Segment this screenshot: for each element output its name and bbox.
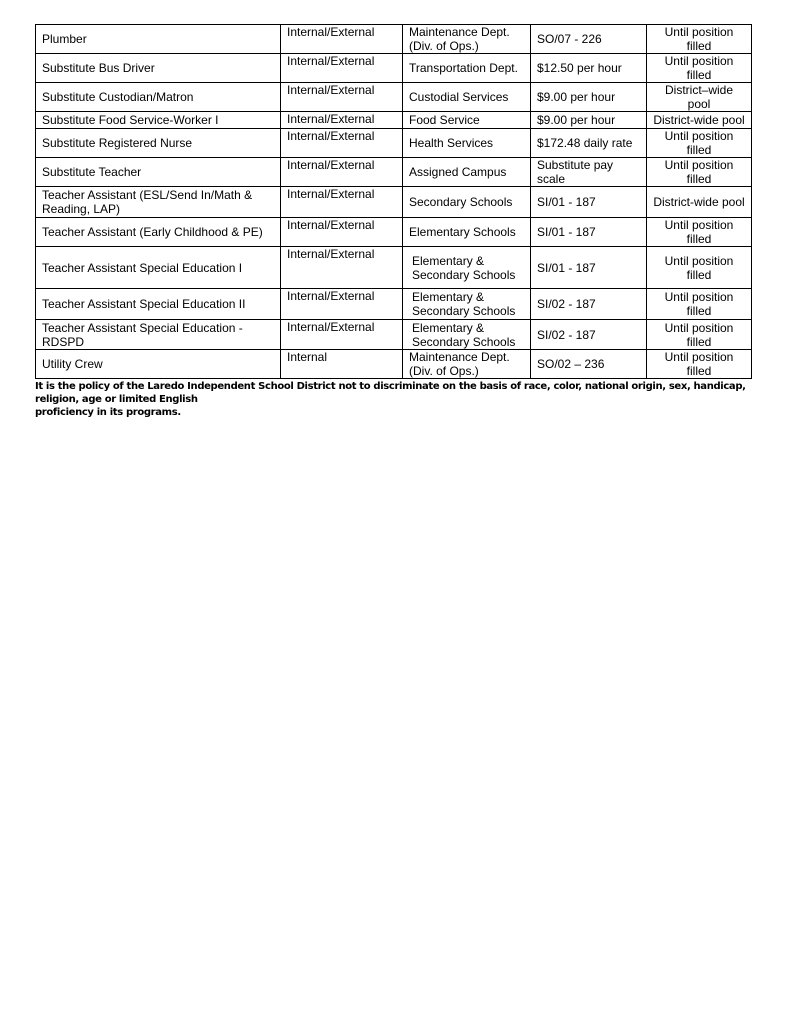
posting-type-cell: Internal/External	[281, 218, 403, 247]
position-title: Substitute Registered Nurse	[42, 136, 193, 150]
position-title-cell	[36, 129, 281, 158]
department-line: Transportation Dept.	[409, 61, 518, 75]
job-postings-table-body	[36, 25, 752, 379]
position-title: Substitute Custodian/Matron	[42, 90, 194, 104]
department-line: Health Services	[409, 136, 494, 150]
position-title: Substitute Bus Driver	[42, 61, 155, 75]
department-line: Assigned Campus	[409, 165, 507, 179]
table-row	[36, 218, 752, 247]
pay-grade-cell: Substitute pay scale	[531, 158, 647, 187]
department-line: Maintenance Dept.	[409, 25, 510, 39]
position-title: Plumber	[42, 32, 87, 46]
pay-grade-cell: SI/02 - 187	[531, 320, 647, 350]
department-cell	[403, 247, 531, 289]
department-line: Elementary Schools	[409, 225, 516, 239]
table-row	[36, 112, 752, 129]
position-title-cell	[36, 218, 281, 247]
position-title-cell	[36, 247, 281, 289]
posting-type-cell: Internal/External	[281, 54, 403, 83]
department-line: Elementary &	[412, 320, 485, 335]
position-title-cell	[36, 112, 281, 129]
position-title-cell	[36, 289, 281, 320]
department-line: (Div. of Ops.)	[409, 39, 479, 53]
pay-grade-cell: SI/01 - 187	[531, 218, 647, 247]
position-title-cell	[36, 83, 281, 112]
pay-grade-cell: SO/02 – 236	[531, 350, 647, 379]
notice-line-1: It is the policy of the Laredo Independent School District not to discriminate on the basis of race, color, national origin, sex, handicap, religion, age or limited English	[35, 381, 746, 405]
position-title-cell	[36, 320, 281, 350]
job-postings-table	[35, 24, 752, 379]
table-row	[36, 129, 752, 158]
closing-cell: Until position filled	[647, 218, 752, 247]
nondiscrimination-notice	[35, 380, 751, 419]
department-cell	[403, 187, 531, 218]
table-row	[36, 54, 752, 83]
posting-type-cell: Internal/External	[281, 83, 403, 112]
closing-cell: Until position filled	[647, 54, 752, 83]
posting-type-cell: Internal/External	[281, 158, 403, 187]
pay-grade-cell: $172.48 daily rate	[531, 129, 647, 158]
posting-type-cell: Internal/External	[281, 320, 403, 350]
closing-cell: Until position filled	[647, 289, 752, 320]
position-title-cell	[36, 25, 281, 54]
table-row	[36, 158, 752, 187]
department-line: Elementary &	[412, 253, 485, 268]
department-cell	[403, 129, 531, 158]
closing-cell: District-wide pool	[647, 187, 752, 218]
posting-type-cell: Internal/External	[281, 112, 403, 129]
department-cell	[403, 158, 531, 187]
department-cell	[403, 83, 531, 112]
position-title: Reading, LAP)	[42, 202, 121, 216]
department-line: (Div. of Ops.)	[409, 364, 479, 378]
table-row	[36, 350, 752, 379]
position-title: Teacher Assistant Special Education II	[42, 297, 246, 311]
department-cell	[403, 320, 531, 350]
position-title: Teacher Assistant (ESL/Send In/Math &	[42, 188, 253, 202]
posting-type-cell: Internal/External	[281, 129, 403, 158]
department-line: Secondary Schools	[412, 334, 516, 349]
position-title: Substitute Food Service-Worker I	[42, 113, 219, 127]
closing-cell: Until position filled	[647, 25, 752, 54]
pay-grade-cell: SI/02 - 187	[531, 289, 647, 320]
department-cell	[403, 289, 531, 320]
position-title-cell	[36, 54, 281, 83]
pay-grade-cell: $9.00 per hour	[531, 83, 647, 112]
pay-grade-cell: $12.50 per hour	[531, 54, 647, 83]
department-line: Maintenance Dept.	[409, 350, 510, 364]
position-title-cell	[36, 158, 281, 187]
position-title: Substitute Teacher	[42, 165, 142, 179]
table-row	[36, 320, 752, 350]
closing-cell: Until position filled	[647, 129, 752, 158]
department-cell	[403, 112, 531, 129]
posting-type-cell: Internal	[281, 350, 403, 379]
closing-cell: Until position filled	[647, 158, 752, 187]
pay-grade-cell: $9.00 per hour	[531, 112, 647, 129]
department-line: Secondary Schools	[409, 195, 513, 209]
closing-cell: District-wide pool	[647, 112, 752, 129]
department-cell	[403, 218, 531, 247]
department-cell	[403, 25, 531, 54]
pay-grade-cell: SI/01 - 187	[531, 247, 647, 289]
department-line: Secondary Schools	[412, 267, 516, 282]
table-row	[36, 83, 752, 112]
department-line: Food Service	[409, 113, 480, 127]
position-title-cell	[36, 187, 281, 218]
table-row	[36, 187, 752, 218]
position-title: Teacher Assistant Special Education - RDSPD	[42, 320, 243, 349]
position-title-cell	[36, 350, 281, 379]
department-line: Elementary &	[412, 290, 485, 304]
table-row	[36, 25, 752, 54]
position-title: Teacher Assistant (Early Childhood & PE)	[42, 225, 263, 239]
notice-line-2: proficiency in its programs.	[35, 407, 181, 418]
department-cell	[403, 350, 531, 379]
pay-grade-cell: SO/07 - 226	[531, 25, 647, 54]
table-row	[36, 247, 752, 289]
job-postings-page	[35, 24, 751, 419]
department-line: Custodial Services	[409, 90, 509, 104]
pay-grade-cell: SI/01 - 187	[531, 187, 647, 218]
department-line: Secondary Schools	[412, 304, 516, 318]
posting-type-cell: Internal/External	[281, 289, 403, 320]
closing-cell: Until position filled	[647, 247, 752, 289]
closing-cell: Until position filled	[647, 320, 752, 350]
table-row	[36, 289, 752, 320]
posting-type-cell: Internal/External	[281, 25, 403, 54]
closing-cell: Until position filled	[647, 350, 752, 379]
posting-type-cell: Internal/External	[281, 247, 403, 289]
position-title: Utility Crew	[42, 357, 103, 371]
department-cell	[403, 54, 531, 83]
position-title: Teacher Assistant Special Education I	[42, 260, 243, 275]
closing-cell: District–wide pool	[647, 83, 752, 112]
posting-type-cell: Internal/External	[281, 187, 403, 218]
